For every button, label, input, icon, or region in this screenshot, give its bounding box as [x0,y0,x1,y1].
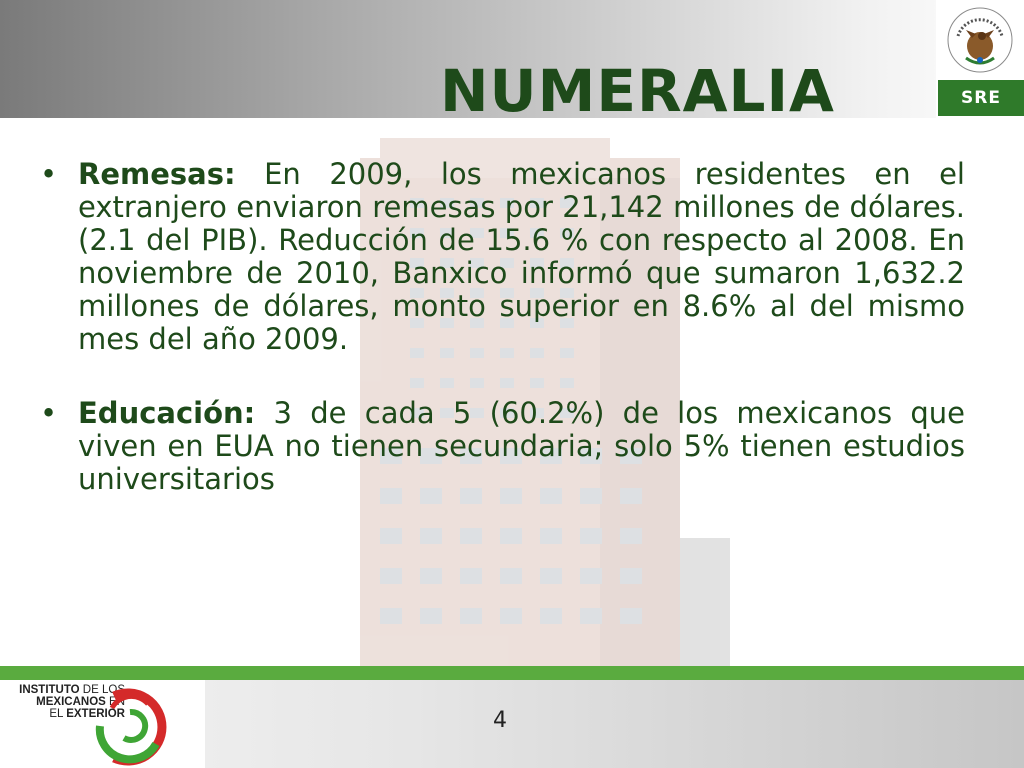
slide-content [40,158,965,496]
bullet-text: En 2009, los mexicanos residentes en el extranjero enviaron remesas por 21,142 millones de dólares.(2.1 del PIB). Reducción de 15.6 % con respecto al 2008. En noviembre de 2010, Banxico informó que sumaron 1,632.2 millones de dólares, monto superior en 8.6% al del mismo mes del año 2009. [78,157,965,356]
bullet-lead: Educación: [78,396,256,430]
slide-title: NUMERALIA [440,57,835,125]
page-number: 4 [493,708,507,733]
ime-arcs-icon [84,684,184,766]
sre-logo [936,0,1024,118]
bullet-remesas [40,158,965,356]
sre-label: SRE [938,80,1024,116]
ime-logo-line-1: INSTITUTO DE LOS [19,684,125,696]
ime-logo [0,680,205,768]
bullet-icon: • [40,157,58,191]
footer-green-line [0,666,1024,680]
bullet-text: 3 de cada 5 (60.2%) de los mexicanos que viven en EUA no tienen secundaria; solo 5% tienen estudios universitarios [78,396,965,496]
mexican-coat-of-arms-icon [946,6,1014,74]
bullet-educacion [40,397,965,496]
bullet-lead: Remesas: [78,157,236,191]
ime-logo-line-2: MEXICANOS EN [36,696,125,708]
ime-logo-line-3: EL EXTERIOR [49,708,125,720]
bullet-icon: • [40,396,58,430]
